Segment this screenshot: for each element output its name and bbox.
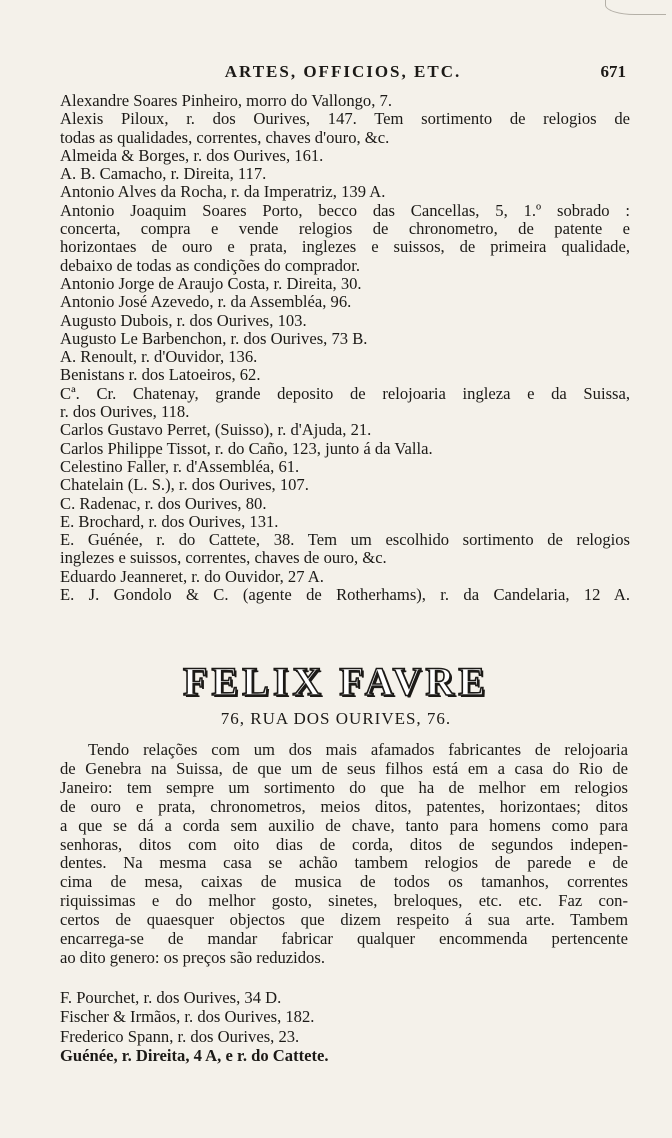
list-item <box>60 586 630 604</box>
additional-entries <box>60 988 630 1065</box>
running-header <box>60 62 626 86</box>
list-item <box>60 440 630 458</box>
paragraph-line: ao dito genero: os preços são reduzidos. <box>60 947 325 967</box>
list-item <box>60 202 630 275</box>
entry-line: A. Renoult, r. d'Ouvidor, 136. <box>60 347 258 367</box>
list-item <box>60 165 630 183</box>
entry-line: Antonio José Azevedo, r. da Assembléa, 96. <box>60 292 352 312</box>
list-item <box>60 366 630 384</box>
paragraph-line: Janeiro: tem sempre um sortimento do que ha de melhor em relogios <box>60 777 628 797</box>
entry-line: Antonio Alves da Rocha, r. da Imperatriz, 139 A. <box>60 182 386 202</box>
entry-line: C. Radenac, r. dos Ourives, 80. <box>60 493 267 513</box>
list-item <box>60 385 630 422</box>
entry-line: E. J. Gondolo & C. (agente de Rotherhams), r. da Candelaria, 12 A. <box>60 585 630 605</box>
page-corner-mark <box>605 0 666 15</box>
entry-line: Almeida & Borges, r. dos Ourives, 161. <box>60 145 324 165</box>
paragraph-line: dentes. Na mesma casa se achão tambem relogios de parede e de <box>60 853 628 873</box>
paragraph-line: de Genebra na Suissa, de que um de seus filhos está em a casa do Rio de <box>60 758 628 778</box>
list-item: F. Pourchet, r. dos Ourives, 34 D. <box>60 988 282 1007</box>
list-item <box>60 92 630 110</box>
advertisement-address: 76, RUA DOS OURIVES, 76. <box>220 709 452 728</box>
entry-line: concerta, compra e vende relogios de chronometro, de patente e <box>60 219 630 239</box>
entry-line: Alexandre Soares Pinheiro, morro do Vallongo, 7. <box>60 91 392 110</box>
entry-line: Celestino Faller, r. d'Assembléa, 61. <box>60 456 300 476</box>
paragraph-line: riquissimas e do melhor gosto, sinetes, breloques, etc. etc. Faz con- <box>60 891 628 911</box>
list-item <box>60 513 630 531</box>
advertisement-body <box>60 741 628 968</box>
advertiser-name: FELIX FAVRE <box>183 659 489 704</box>
entry-line: Chatelain (L. S.), r. dos Ourives, 107. <box>60 475 309 495</box>
entry-line: horizontaes de ouro e prata, inglezes e suissos, de primeira qualidade, <box>60 237 630 257</box>
paragraph-line: de ouro e prata, chronometros, meios ditos, patentes, horizontaes; ditos <box>60 796 628 816</box>
section-title: ARTES, OFFICIOS, ETC. <box>224 62 462 81</box>
entry-line: E. Guénée, r. do Cattete, 38. Tem um escolhido sortimento de relogios <box>60 530 630 550</box>
entry-line: r. dos Ourives, 118. <box>60 402 190 422</box>
page-number: 671 <box>600 62 626 81</box>
paragraph-line: Tendo relações com um dos mais afamados fabricantes de relojoaria <box>88 740 628 759</box>
entry-line: Carlos Philippe Tissot, r. do Caño, 123, junto á da Valla. <box>60 438 433 458</box>
list-item: Frederico Spann, r. dos Ourives, 23. <box>60 1026 300 1046</box>
list-item <box>60 147 630 165</box>
list-item <box>60 476 630 494</box>
entry-line: Alexis Piloux, r. dos Ourives, 147. Tem sortimento de relogios de <box>60 109 630 129</box>
entry-line: Antonio Jorge de Araujo Costa, r. Direita, 30. <box>60 273 362 293</box>
entry-line: Benistans r. dos Latoeiros, 62. <box>60 365 261 385</box>
list-item <box>60 312 630 330</box>
list-item: Guénée, r. Direita, 4 A, e r. do Cattete. <box>60 1045 329 1065</box>
list-item <box>60 421 630 439</box>
entry-line: todas as qualidades, correntes, chaves d'ouro, &c. <box>60 127 390 147</box>
entry-line: Eduardo Jeanneret, r. do Ouvidor, 27 A. <box>60 566 324 586</box>
entry-line: E. Brochard, r. dos Ourives, 131. <box>60 511 279 531</box>
paragraph-line: certos de quaesquer objectos que dizem respeito á sua arte. Tambem <box>60 910 628 930</box>
entry-line: Augusto Le Barbenchon, r. dos Ourives, 73 B. <box>60 328 368 348</box>
entry-line: A. B. Camacho, r. Direita, 117. <box>60 164 267 184</box>
list-item: Fischer & Irmãos, r. dos Ourives, 182. <box>60 1007 315 1027</box>
list-item <box>60 348 630 366</box>
entry-line: Cª. Cr. Chatenay, grande deposito de relojoaria ingleza e da Suissa, <box>60 383 630 403</box>
list-item <box>60 110 630 147</box>
list-item <box>60 531 630 568</box>
paragraph-line: senhoras, ditos com oito dias de corda, ditos de segundos indepen- <box>60 834 628 854</box>
advertisement-heading <box>0 660 672 704</box>
entry-line: debaixo de todas as condições do comprador. <box>60 255 360 275</box>
entry-line: Carlos Gustavo Perret, (Suisso), r. d'Ajuda, 21. <box>60 420 372 440</box>
list-item <box>60 495 630 513</box>
paragraph-line: cima de mesa, caixas de musica de todos os tamanhos, correntes <box>60 872 628 892</box>
entry-line: Antonio Joaquim Soares Porto, becco das Cancellas, 5, 1.º sobrado : <box>60 200 630 220</box>
list-item <box>60 293 630 311</box>
entry-line: Augusto Dubois, r. dos Ourives, 103. <box>60 310 307 330</box>
paragraph-line: a que se dá a corda sem auxilio de chave, tanto para homens como para <box>60 815 628 835</box>
paragraph-line: encarrega-se de mandar fabricar qualquer encommenda pertencente <box>60 929 628 949</box>
list-item <box>60 183 630 201</box>
list-item <box>60 568 630 586</box>
list-item <box>60 458 630 476</box>
list-item <box>60 330 630 348</box>
list-item <box>60 275 630 293</box>
entry-line: inglezes e suissos, correntes, chaves de ouro, &c. <box>60 548 387 568</box>
directory-entries <box>60 92 630 604</box>
